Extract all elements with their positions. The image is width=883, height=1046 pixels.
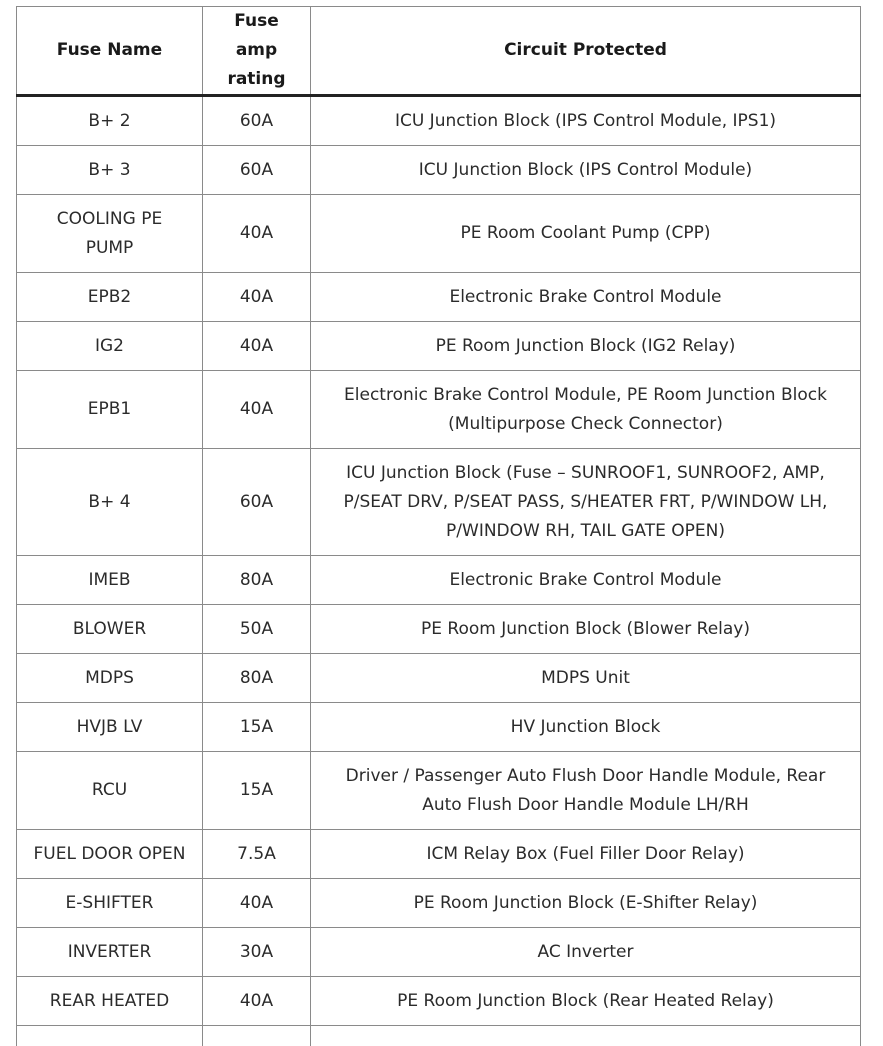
amp-rating-cell: 60A — [203, 146, 311, 195]
circuit-cell: HV Junction Block — [311, 703, 861, 752]
fuse-name-cell: IMEB — [17, 556, 203, 605]
amp-rating-cell: 15A — [203, 703, 311, 752]
fuse-name-cell: B+ 2 — [17, 96, 203, 146]
fuse-name-cell: IG2 — [17, 322, 203, 371]
table-row — [17, 879, 861, 928]
table-row — [17, 928, 861, 977]
header-circuit-protected: Circuit Protected — [311, 7, 861, 96]
fuse-name-cell: RCU — [17, 752, 203, 830]
fuse-name-cell — [17, 1026, 203, 1046]
fuse-name-cell: BLOWER — [17, 605, 203, 654]
table-row — [17, 977, 861, 1026]
table-row — [17, 146, 861, 195]
table-row — [17, 703, 861, 752]
circuit-cell: ICM Relay Box (Fuel Filler Door Relay) — [311, 830, 861, 879]
fuse-name-cell: MDPS — [17, 654, 203, 703]
table-row — [17, 654, 861, 703]
circuit-cell: Electronic Brake Control Module — [311, 273, 861, 322]
amp-rating-cell: 7.5A — [203, 830, 311, 879]
header-amp-rating: Fuse amp rating — [203, 7, 311, 96]
fuse-name-cell: FUEL DOOR OPEN — [17, 830, 203, 879]
circuit-cell: MDPS Unit — [311, 654, 861, 703]
circuit-cell: Electronic Brake Control Module — [311, 556, 861, 605]
circuit-cell: Driver / Passenger Auto Flush Door Handle Module, Rear Auto Flush Door Handle Module LH/RH — [311, 752, 861, 830]
circuit-cell: PE Room Junction Block (Rear Heated Relay) — [311, 977, 861, 1026]
header-fuse-name: Fuse Name — [17, 7, 203, 96]
circuit-cell: ICU Junction Block (Fuse – SUNROOF1, SUNROOF2, AMP, P/SEAT DRV, P/SEAT PASS, S/HEATER FRT, P/WINDOW LH, P/WINDOW RH, TAIL GATE OPEN) — [311, 449, 861, 556]
amp-rating-cell: 30A — [203, 928, 311, 977]
circuit-cell: PE Room Coolant Pump (CPP) — [311, 195, 861, 273]
amp-rating-cell: 60A — [203, 96, 311, 146]
table-row — [17, 96, 861, 146]
table-row-partial — [17, 1026, 861, 1046]
amp-rating-cell — [203, 1026, 311, 1046]
header-row — [17, 7, 861, 96]
amp-rating-cell: 80A — [203, 556, 311, 605]
circuit-cell — [311, 1026, 861, 1046]
fuse-name-cell: E-SHIFTER — [17, 879, 203, 928]
circuit-cell: ICU Junction Block (IPS Control Module, IPS1) — [311, 96, 861, 146]
table-row — [17, 556, 861, 605]
table-row — [17, 322, 861, 371]
table-row — [17, 195, 861, 273]
circuit-cell: PE Room Junction Block (E-Shifter Relay) — [311, 879, 861, 928]
table-row — [17, 371, 861, 449]
amp-rating-cell: 40A — [203, 371, 311, 449]
amp-rating-cell: 40A — [203, 879, 311, 928]
table-row — [17, 605, 861, 654]
table-row — [17, 830, 861, 879]
fuse-name-cell: B+ 4 — [17, 449, 203, 556]
fuse-name-cell: COOLING PE PUMP — [17, 195, 203, 273]
fuse-name-cell: EPB2 — [17, 273, 203, 322]
circuit-cell: PE Room Junction Block (Blower Relay) — [311, 605, 861, 654]
table-header — [17, 7, 861, 96]
amp-rating-cell: 40A — [203, 977, 311, 1026]
fuse-name-cell: INVERTER — [17, 928, 203, 977]
amp-rating-cell: 15A — [203, 752, 311, 830]
table-row — [17, 752, 861, 830]
fuse-table — [16, 6, 861, 1046]
amp-rating-cell: 40A — [203, 322, 311, 371]
fuse-name-cell: REAR HEATED — [17, 977, 203, 1026]
table-body — [17, 96, 861, 1046]
circuit-cell: Electronic Brake Control Module, PE Room Junction Block (Multipurpose Check Connector) — [311, 371, 861, 449]
circuit-cell: PE Room Junction Block (IG2 Relay) — [311, 322, 861, 371]
amp-rating-cell: 80A — [203, 654, 311, 703]
amp-rating-cell: 40A — [203, 195, 311, 273]
circuit-cell: AC Inverter — [311, 928, 861, 977]
circuit-cell: ICU Junction Block (IPS Control Module) — [311, 146, 861, 195]
table-row — [17, 273, 861, 322]
fuse-name-cell: HVJB LV — [17, 703, 203, 752]
fuse-name-cell: B+ 3 — [17, 146, 203, 195]
amp-rating-cell: 40A — [203, 273, 311, 322]
table-row — [17, 449, 861, 556]
amp-rating-cell: 60A — [203, 449, 311, 556]
fuse-name-cell: EPB1 — [17, 371, 203, 449]
amp-rating-cell: 50A — [203, 605, 311, 654]
